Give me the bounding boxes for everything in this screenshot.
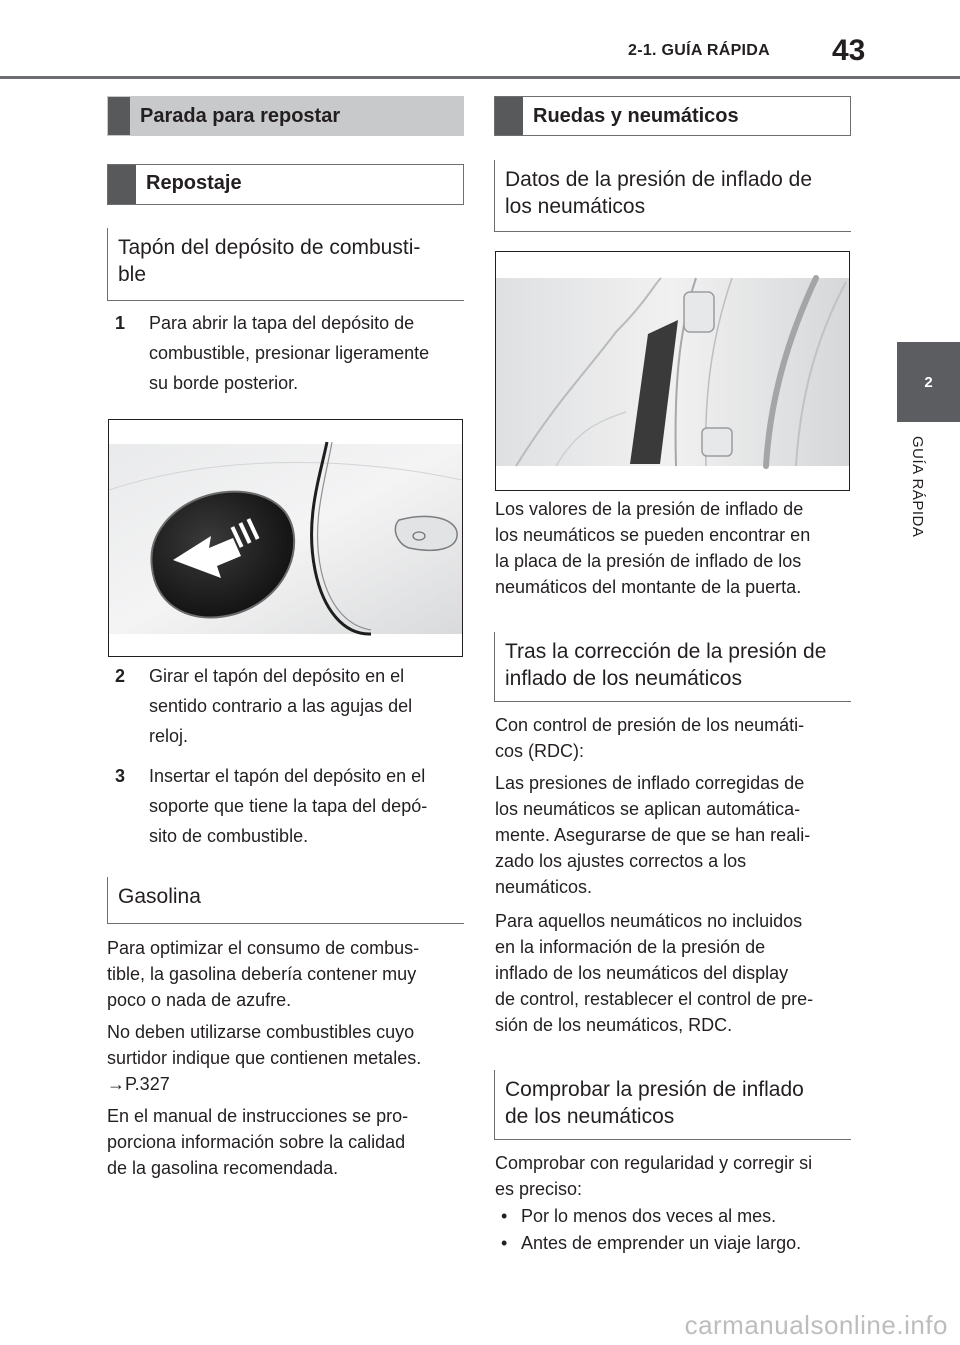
step-number: 1 [115,313,126,333]
topic-heading-check-pressure: Comprobar la presión de inflado de los neumáticos [494,1070,851,1140]
step-1 [115,308,465,400]
paragraph: No deben utilizarse combustibles cuyo surtidor indique que contienen metales. →P.327 [107,1022,422,1094]
paragraph: Para aquellos neumáticos no incluidos en la información de la presión de inflado de los neumáticos del display de control, restablecer el control de pre- sión de los neumáticos, RDC. [495,911,814,1035]
running-header: 2-1. GUÍA RÁPIDA [628,42,771,59]
fuel-flap-figure [108,419,463,657]
heading-bar [108,97,130,135]
subsection-heading-refueling [107,164,464,205]
topic-heading-gasoline: Gasolina [107,877,464,924]
step-text: Para abrir la tapa del depósito de combustible, presionar ligeramente su borde posterior. [149,313,430,393]
paragraph: Comprobar con regularidad y corregir si es preciso: [495,1153,813,1199]
heading-bar [108,165,136,204]
section-heading-refuel [107,96,464,136]
header-rule [0,76,960,79]
paragraph: En el manual de instrucciones se pro- porciona información sobre la calidad de la gasolina recomendada. [107,1106,409,1178]
topic-heading-after-correction: Tras la corrección de la presión de inflado de los neumáticos [494,632,851,702]
section-heading-text: Parada para repostar [140,104,341,127]
paragraph: Con control de presión de los neumáti- cos (RDC): [495,715,805,761]
section-heading-text: Ruedas y neumáticos [533,104,739,127]
list-item: • Por lo menos dos veces al mes. [495,1203,855,1230]
step-number: 3 [115,766,126,786]
topic-heading-tire-pressure-data: Datos de la presión de inflado de los neumáticos [494,160,851,232]
step-3 [115,761,465,853]
chapter-side-label: GUÍA RÁPIDA [909,436,926,538]
watermark[interactable]: carmanualsonline.info [684,1310,948,1340]
list-item: • Antes de emprender un viaje largo. [495,1230,855,1257]
subsection-heading-text: Repostaje [146,172,242,194]
paragraph: Para optimizar el consumo de combus- tible, la gasolina debería contener muy poco o nada de azufre. [107,938,420,1010]
heading-bar [495,97,523,135]
paragraph: Las presiones de inflado corregidas de los neumáticos se aplican automática- mente. Asegurarse de que se han reali- zado los ajustes correctos a los neumáticos. [495,773,811,897]
topic-heading-fuel-cap: Tapón del depósito de combusti- ble [107,228,464,301]
step-number: 2 [115,666,126,686]
step-2 [115,661,465,753]
checklist [495,1203,855,1257]
chapter-tab: 2 [897,342,960,422]
paragraph: Los valores de la presión de inflado de los neumáticos se pueden encontrar en la placa de la presión de inflado de los neumáticos del montante de la puerta. [495,499,811,597]
section-heading-wheels [494,96,851,136]
step-text: Girar el tapón del depósito en el sentido contrario a las agujas del reloj. [149,666,413,746]
step-text: Insertar el tapón del depósito en el soporte que tiene la tapa del depó- sito de combustible. [149,766,428,846]
door-pillar-illustration [496,252,849,490]
door-pillar-figure [495,251,850,491]
fuel-flap-illustration [109,420,462,656]
page-number: 43 [832,34,866,67]
